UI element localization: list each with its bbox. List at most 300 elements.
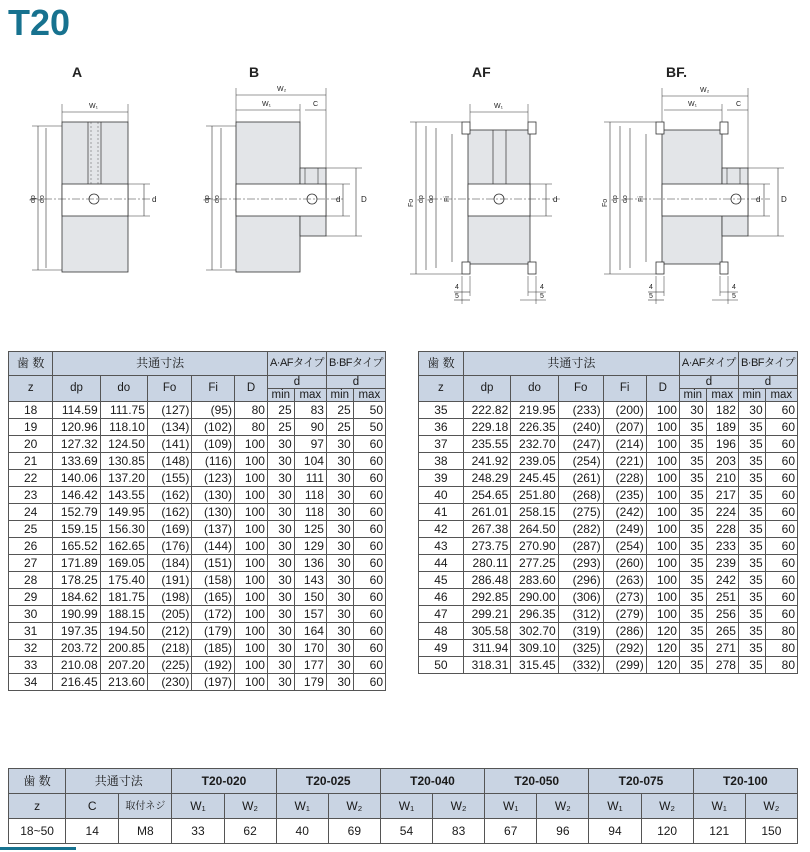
table-cell: 278 <box>706 657 738 674</box>
table-cell: 256 <box>706 606 738 623</box>
table-cell: (151) <box>192 555 235 572</box>
table-cell: 18~50 <box>9 819 66 844</box>
dim-4-bf-right: 4 <box>732 284 736 291</box>
table-cell: 40 <box>419 487 464 504</box>
table-cell: 188.15 <box>100 606 147 623</box>
header-w2: W₂ <box>537 794 589 819</box>
header-w1: W₁ <box>172 794 224 819</box>
table-cell: 60 <box>765 538 797 555</box>
header-w2: W₂ <box>224 794 276 819</box>
table-cell: 30 <box>267 589 294 606</box>
table-cell: 315.45 <box>511 657 558 674</box>
table-cell: 100 <box>646 402 679 419</box>
table-cell: 30 <box>267 521 294 538</box>
dim-fi-bf: Fi <box>638 196 645 202</box>
table-cell: 125 <box>294 521 326 538</box>
table-cell: 175.40 <box>100 572 147 589</box>
table-cell: 136 <box>294 555 326 572</box>
table-cell: 203.72 <box>53 640 100 657</box>
table-cell: (319) <box>558 623 603 640</box>
table-cell: 48 <box>419 623 464 640</box>
header-w2: W₂ <box>641 794 693 819</box>
table-cell: M8 <box>119 819 172 844</box>
table-cell: 100 <box>235 623 268 640</box>
table-cell: 35 <box>679 640 706 657</box>
table-cell: 30 <box>326 521 353 538</box>
table-row <box>419 606 798 623</box>
header-dp: dp <box>463 376 510 402</box>
table-cell: 100 <box>235 487 268 504</box>
table-cell: (176) <box>147 538 191 555</box>
table-cell: 42 <box>419 521 464 538</box>
table-cell: (172) <box>192 606 235 623</box>
table-row <box>419 402 798 419</box>
table-cell: 239.05 <box>511 453 558 470</box>
table-cell: 30 <box>326 538 353 555</box>
table-cell: 50 <box>353 419 385 436</box>
table-cell: (230) <box>147 674 191 691</box>
diagram-label-a: A <box>72 64 83 80</box>
table-cell: 60 <box>765 402 797 419</box>
table-cell: 292.85 <box>463 589 510 606</box>
table-cell: 271 <box>706 640 738 657</box>
header-model: T20-040 <box>380 769 484 794</box>
dim-w1-a: W₁ <box>89 103 98 110</box>
header-z: z <box>419 376 464 402</box>
table-cell: (254) <box>603 538 646 555</box>
table-cell: (130) <box>192 487 235 504</box>
dim-c-bf: C <box>736 101 742 108</box>
table-cell: 219.95 <box>511 402 558 419</box>
table-cell: 203 <box>706 453 738 470</box>
table-cell: 133.69 <box>53 453 100 470</box>
table-cell: (296) <box>558 572 603 589</box>
table-cell: 100 <box>235 504 268 521</box>
header-min: min <box>738 389 765 402</box>
table-cell: 60 <box>353 606 385 623</box>
table-cell: 60 <box>353 657 385 674</box>
table-cell: 30 <box>267 657 294 674</box>
header-teeth: 歯 数 <box>9 352 53 376</box>
table-cell: (263) <box>603 572 646 589</box>
table-cell: 150 <box>745 819 797 844</box>
table-cell: 60 <box>353 555 385 572</box>
table-cell: 35 <box>738 521 765 538</box>
dim-4-af-right: 4 <box>540 284 544 291</box>
table-cell: 100 <box>646 606 679 623</box>
table-cell: (275) <box>558 504 603 521</box>
table-cell: (282) <box>558 521 603 538</box>
table-cell: (192) <box>192 657 235 674</box>
table-cell: (95) <box>192 402 235 419</box>
table-cell: (273) <box>603 589 646 606</box>
header-model: T20-050 <box>485 769 589 794</box>
dim-D-b: D <box>361 195 367 204</box>
header-b-bf: B·BFタイプ <box>326 352 385 376</box>
table-cell: (306) <box>558 589 603 606</box>
header-min: min <box>267 389 294 402</box>
table-cell: 150 <box>294 589 326 606</box>
header-w1: W₁ <box>589 794 641 819</box>
table-cell: 296.35 <box>511 606 558 623</box>
header-a-af: A·AFタイプ <box>679 352 738 376</box>
table-cell: 80 <box>765 640 797 657</box>
diagram-label-b: B <box>249 64 260 80</box>
table-cell: 35 <box>679 436 706 453</box>
dim-5-af-left: 5 <box>455 293 459 300</box>
dim-fo-bf: Fo <box>602 198 609 207</box>
table-cell: 121 <box>693 819 745 844</box>
table-cell: 30 <box>326 487 353 504</box>
table-cell: 305.58 <box>463 623 510 640</box>
table-cell: 24 <box>9 504 53 521</box>
table-cell: 178.25 <box>53 572 100 589</box>
header-d-bbf: d <box>326 376 385 389</box>
table-row <box>419 657 798 674</box>
table-cell: (158) <box>192 572 235 589</box>
table-cell: 100 <box>235 657 268 674</box>
table-cell: 162.65 <box>100 538 147 555</box>
table-cell: 30 <box>267 504 294 521</box>
table-cell: 181.75 <box>100 589 147 606</box>
table-cell: 30 <box>679 402 706 419</box>
table-cell: 35 <box>738 538 765 555</box>
header-min: min <box>679 389 706 402</box>
table-cell: 222.82 <box>463 402 510 419</box>
table-cell: 60 <box>765 521 797 538</box>
table-cell: 43 <box>419 538 464 555</box>
table-row <box>419 487 798 504</box>
header-fi: Fi <box>192 376 235 402</box>
table-cell: 143 <box>294 572 326 589</box>
table-cell: 25 <box>267 419 294 436</box>
table-cell: 100 <box>646 572 679 589</box>
dim-dp-af: dp <box>418 195 425 203</box>
table-cell: 30 <box>326 657 353 674</box>
table-cell: 35 <box>679 504 706 521</box>
table-row <box>419 623 798 640</box>
table-cell: 60 <box>765 555 797 572</box>
table-cell: 226.35 <box>511 419 558 436</box>
header-d-aaf: d <box>267 376 326 389</box>
table-cell: (225) <box>147 657 191 674</box>
table-cell: (286) <box>603 623 646 640</box>
table-cell: 40 <box>276 819 328 844</box>
dim-D-bf: D <box>781 195 787 204</box>
dim-c-b: C <box>313 101 319 108</box>
table-cell: 35 <box>738 419 765 436</box>
table-cell: 30 <box>267 606 294 623</box>
table-cell: 35 <box>738 436 765 453</box>
table-cell: 37 <box>419 436 464 453</box>
table-cell: 35 <box>738 487 765 504</box>
table-cell: 207.20 <box>100 657 147 674</box>
header-fo: Fo <box>558 376 603 402</box>
table-cell: 45 <box>419 572 464 589</box>
table-cell: 149.95 <box>100 504 147 521</box>
table-cell: 267.38 <box>463 521 510 538</box>
dim-do-a: do <box>39 195 46 203</box>
table-cell: 30 <box>267 436 294 453</box>
table-cell: 35 <box>738 453 765 470</box>
table-cell: 184.62 <box>53 589 100 606</box>
table-cell: 171.89 <box>53 555 100 572</box>
table-cell: 30 <box>326 470 353 487</box>
header-common: 共通寸法 <box>66 769 172 794</box>
table-cell: (165) <box>192 589 235 606</box>
table-cell: 100 <box>646 453 679 470</box>
table-cell: 60 <box>353 674 385 691</box>
table-cell: (184) <box>147 555 191 572</box>
table-cell: 33 <box>172 819 224 844</box>
header-w2: W₂ <box>433 794 485 819</box>
table-cell: 60 <box>353 436 385 453</box>
table-cell: 60 <box>353 640 385 657</box>
table-cell: (249) <box>603 521 646 538</box>
table-cell: 32 <box>9 640 53 657</box>
table-cell: 60 <box>353 572 385 589</box>
table-row <box>9 436 386 453</box>
table-cell: 35 <box>679 572 706 589</box>
table-cell: 100 <box>235 572 268 589</box>
table-cell: 280.11 <box>463 555 510 572</box>
table-cell: 46 <box>419 589 464 606</box>
table-cell: 100 <box>646 487 679 504</box>
table-cell: 111.75 <box>100 402 147 419</box>
table-cell: 100 <box>646 419 679 436</box>
table-cell: 30 <box>267 623 294 640</box>
table-cell: 265 <box>706 623 738 640</box>
table-cell: 258.15 <box>511 504 558 521</box>
table-cell: 196 <box>706 436 738 453</box>
table-cell: 30 <box>326 640 353 657</box>
table-cell: 67 <box>485 819 537 844</box>
table-cell: 60 <box>765 572 797 589</box>
table-cell: 157 <box>294 606 326 623</box>
table-cell: 35 <box>738 572 765 589</box>
table-cell: (200) <box>603 402 646 419</box>
table-cell: 179 <box>294 674 326 691</box>
dim-w2-b: W₂ <box>277 86 287 93</box>
table-cell: 35 <box>679 487 706 504</box>
table-cell: 60 <box>765 504 797 521</box>
header-do: do <box>511 376 558 402</box>
table-cell: 80 <box>765 657 797 674</box>
table-cell: 80 <box>765 623 797 640</box>
table-cell: 165.52 <box>53 538 100 555</box>
diagram-label-bf: BF. <box>666 64 687 80</box>
table-cell: (228) <box>603 470 646 487</box>
header-min: min <box>326 389 353 402</box>
table-cell: 60 <box>765 487 797 504</box>
table-cell: 35 <box>738 504 765 521</box>
table-cell: 35 <box>738 657 765 674</box>
header-model: T20-020 <box>172 769 276 794</box>
dim-fi-af: Fi <box>444 196 451 202</box>
table-cell: 100 <box>646 589 679 606</box>
header-w1: W₁ <box>693 794 745 819</box>
table-cell: (235) <box>603 487 646 504</box>
table-cell: 233 <box>706 538 738 555</box>
table-cell: 35 <box>679 657 706 674</box>
table-cell: 290.00 <box>511 589 558 606</box>
dim-dp-a: dp <box>30 195 37 203</box>
table-row <box>419 453 798 470</box>
table-cell: 20 <box>9 436 53 453</box>
table-cell: 35 <box>738 623 765 640</box>
header-a-af: A·AFタイプ <box>267 352 326 376</box>
header-max: max <box>765 389 797 402</box>
table-cell: (293) <box>558 555 603 572</box>
table-cell: 90 <box>294 419 326 436</box>
table-cell: (179) <box>192 623 235 640</box>
table-cell: 270.90 <box>511 538 558 555</box>
table-cell: 25 <box>9 521 53 538</box>
table-cell: (242) <box>603 504 646 521</box>
table-cell: 35 <box>679 623 706 640</box>
dim-w1-bf: W₁ <box>688 101 697 108</box>
table-cell: (198) <box>147 589 191 606</box>
table-cell: (109) <box>192 436 235 453</box>
table-cell: 100 <box>235 470 268 487</box>
dimension-table-left <box>8 351 386 691</box>
table-cell: 143.55 <box>100 487 147 504</box>
table-cell: (332) <box>558 657 603 674</box>
table-cell: 33 <box>9 657 53 674</box>
table-cell: 39 <box>419 470 464 487</box>
table-cell: 30 <box>267 555 294 572</box>
header-w1: W₁ <box>380 794 432 819</box>
header-model: T20-100 <box>693 769 797 794</box>
table-row <box>9 572 386 589</box>
table-cell: 30 <box>326 572 353 589</box>
table-cell: 60 <box>353 487 385 504</box>
header-max: max <box>294 389 326 402</box>
table-cell: 30 <box>267 487 294 504</box>
table-cell: 124.50 <box>100 436 147 453</box>
table-cell: 35 <box>679 521 706 538</box>
table-cell: 254.65 <box>463 487 510 504</box>
table-cell: 311.94 <box>463 640 510 657</box>
header-d-bbf: d <box>738 376 797 389</box>
table-cell: 83 <box>433 819 485 844</box>
table-cell: 283.60 <box>511 572 558 589</box>
table-cell: 120 <box>646 640 679 657</box>
header-c: C <box>66 794 119 819</box>
table-cell: 100 <box>235 640 268 657</box>
table-cell: 35 <box>679 538 706 555</box>
table-cell: 25 <box>267 402 294 419</box>
dim-4-af-left: 4 <box>455 284 459 291</box>
header-fo: Fo <box>147 376 191 402</box>
header-w2: W₂ <box>745 794 797 819</box>
header-dp: dp <box>53 376 100 402</box>
table-cell: (233) <box>558 402 603 419</box>
table-cell: 60 <box>353 521 385 538</box>
table-cell: 60 <box>765 589 797 606</box>
table-row <box>419 589 798 606</box>
table-cell: (130) <box>192 504 235 521</box>
table-cell: (169) <box>147 521 191 538</box>
table-cell: 60 <box>353 538 385 555</box>
table-cell: 100 <box>235 674 268 691</box>
table-cell: 100 <box>235 555 268 572</box>
table-row <box>9 623 386 640</box>
table-cell: 189 <box>706 419 738 436</box>
table-cell: 30 <box>267 538 294 555</box>
table-cell: (102) <box>192 419 235 436</box>
table-cell: 26 <box>9 538 53 555</box>
table-cell: 152.79 <box>53 504 100 521</box>
dim-5-af-right: 5 <box>540 293 544 300</box>
table-cell: 35 <box>738 606 765 623</box>
table-cell: 127.32 <box>53 436 100 453</box>
table-cell: 114.59 <box>53 402 100 419</box>
table-cell: 49 <box>419 640 464 657</box>
table-cell: (221) <box>603 453 646 470</box>
table-cell: 30 <box>326 589 353 606</box>
table-cell: 120 <box>641 819 693 844</box>
table-cell: 232.70 <box>511 436 558 453</box>
table-row <box>9 606 386 623</box>
table-cell: (312) <box>558 606 603 623</box>
table-cell: 69 <box>328 819 380 844</box>
table-cell: 100 <box>646 504 679 521</box>
table-cell: (197) <box>192 674 235 691</box>
dim-dp-bf: dp <box>612 195 619 203</box>
table-row <box>9 521 386 538</box>
table-cell: (254) <box>558 453 603 470</box>
table-cell: (155) <box>147 470 191 487</box>
table-cell: 100 <box>235 606 268 623</box>
table-cell: 248.29 <box>463 470 510 487</box>
header-w1: W₁ <box>276 794 328 819</box>
table-cell: 60 <box>765 436 797 453</box>
dim-w1-b: W₁ <box>262 101 271 108</box>
header-model: T20-025 <box>276 769 380 794</box>
table-cell: 251.80 <box>511 487 558 504</box>
dim-w1-af: W₁ <box>494 103 503 110</box>
table-cell: 94 <box>589 819 641 844</box>
table-cell: (247) <box>558 436 603 453</box>
table-cell: 60 <box>353 623 385 640</box>
header-do: do <box>100 376 147 402</box>
footer-accent-line <box>0 847 76 850</box>
table-cell: 30 <box>9 606 53 623</box>
table-cell: 118 <box>294 504 326 521</box>
table-cell: 194.50 <box>100 623 147 640</box>
table-cell: 22 <box>9 470 53 487</box>
table-cell: 62 <box>224 819 276 844</box>
table-cell: (141) <box>147 436 191 453</box>
table-cell: 100 <box>235 538 268 555</box>
table-cell: 30 <box>267 470 294 487</box>
table-cell: 164 <box>294 623 326 640</box>
table-cell: 210 <box>706 470 738 487</box>
table-row <box>9 402 386 419</box>
table-cell: (240) <box>558 419 603 436</box>
header-z: z <box>9 794 66 819</box>
table-cell: 177 <box>294 657 326 674</box>
table-cell: 130.85 <box>100 453 147 470</box>
header-teeth: 歯 数 <box>419 352 464 376</box>
table-cell: 277.25 <box>511 555 558 572</box>
table-cell: 318.31 <box>463 657 510 674</box>
table-cell: (260) <box>603 555 646 572</box>
dim-w2-bf: W₂ <box>700 87 710 94</box>
table-cell: (123) <box>192 470 235 487</box>
table-cell: (268) <box>558 487 603 504</box>
